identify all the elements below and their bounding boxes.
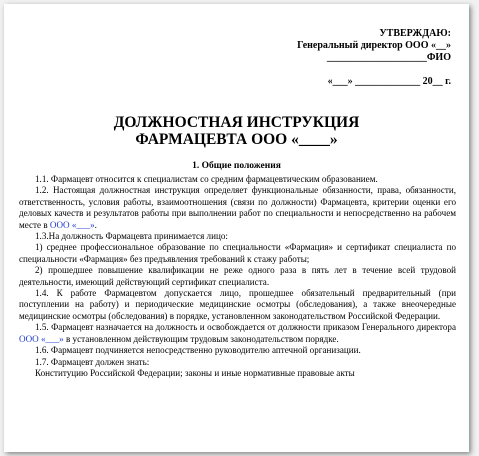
- paragraph-1-3-2: 2) прошедшее повышение квалификации не реже одного раза в пять лет в течение всей трудовой деятельности, имеющий действующий сертификат специалиста.: [19, 265, 456, 287]
- approval-position: Генеральный директор ООО «__»: [297, 40, 451, 51]
- document-title: [4, 114, 469, 148]
- paragraph-1-7-1: Конституцию Российской Федерации; законы и иные нормативные правовые акты: [35, 367, 355, 378]
- paragraph-1-5: [19, 322, 456, 345]
- paragraph-1-3: 1.3.На должность Фармацевта принимается лицо:: [35, 231, 228, 242]
- paragraph-1-2-text: 1.2. Настоящая должностная инструкция определяет функциональные обязанности, права, обязанности, ответственность, условия работы, взаимоотношения (связи по должности) Фармацевта, критерии оценки его деловых качеств и результатов работы при выполнении работ по специальности и непосредственно на рабочем месте в: [19, 185, 456, 230]
- paragraph-1-5-end: в установленном действующим трудовым законодательством порядке.: [63, 333, 339, 344]
- document-title-line1: ДОЛЖНОСТНАЯ ИНСТРУКЦИЯ: [113, 114, 360, 131]
- document-body: [19, 174, 456, 379]
- approval-title: УТВЕРЖДАЮ:: [379, 28, 451, 39]
- approval-block: [297, 28, 451, 88]
- paragraph-1-2-end: .: [94, 219, 97, 230]
- paragraph-1-5-text: 1.5. Фармацевт назначается на должность и освобождается от должности приказом Генерального директора: [35, 322, 456, 333]
- paragraph-1-2: [19, 185, 456, 231]
- section-heading: 1. Общие положения: [192, 161, 281, 171]
- document-page: [4, 4, 469, 452]
- document-title-line2: ФАРМАЦЕВТА ООО «____»: [135, 131, 338, 148]
- paragraph-1-4: 1.4. К работе Фармацевтом допускается лицо, прошедшее обязательный предварительный (при поступлении на работу) и периодические медицинские осмотры (обследования), а также внеочередные медицинские осмотры (обследования) в порядке, установленном законодательством Российской Федерации.: [19, 288, 456, 321]
- paragraph-1-1: 1.1. Фармацевт относится к специалистам со средним фармацевтическим образованием.: [35, 174, 378, 184]
- approval-name-line: ____________________ФИО: [326, 52, 451, 63]
- company-placeholder: ООО «___»: [19, 333, 64, 344]
- paragraph-1-3-1: 1) среднее профессиональное образование по специальности «Фармация» и сертификат специалиста по специальности «Фармация» без предъявления требований к стажу работы;: [19, 242, 456, 264]
- company-placeholder: ООО «___»: [49, 219, 95, 230]
- approval-date-line: «___» _____________ 20__ г.: [327, 76, 451, 87]
- paragraph-1-7: 1.7. Фармацевт должен знать:: [35, 356, 150, 367]
- paragraph-1-6: 1.6. Фармацевт подчиняется непосредственно руководителю аптечной организации.: [35, 345, 361, 356]
